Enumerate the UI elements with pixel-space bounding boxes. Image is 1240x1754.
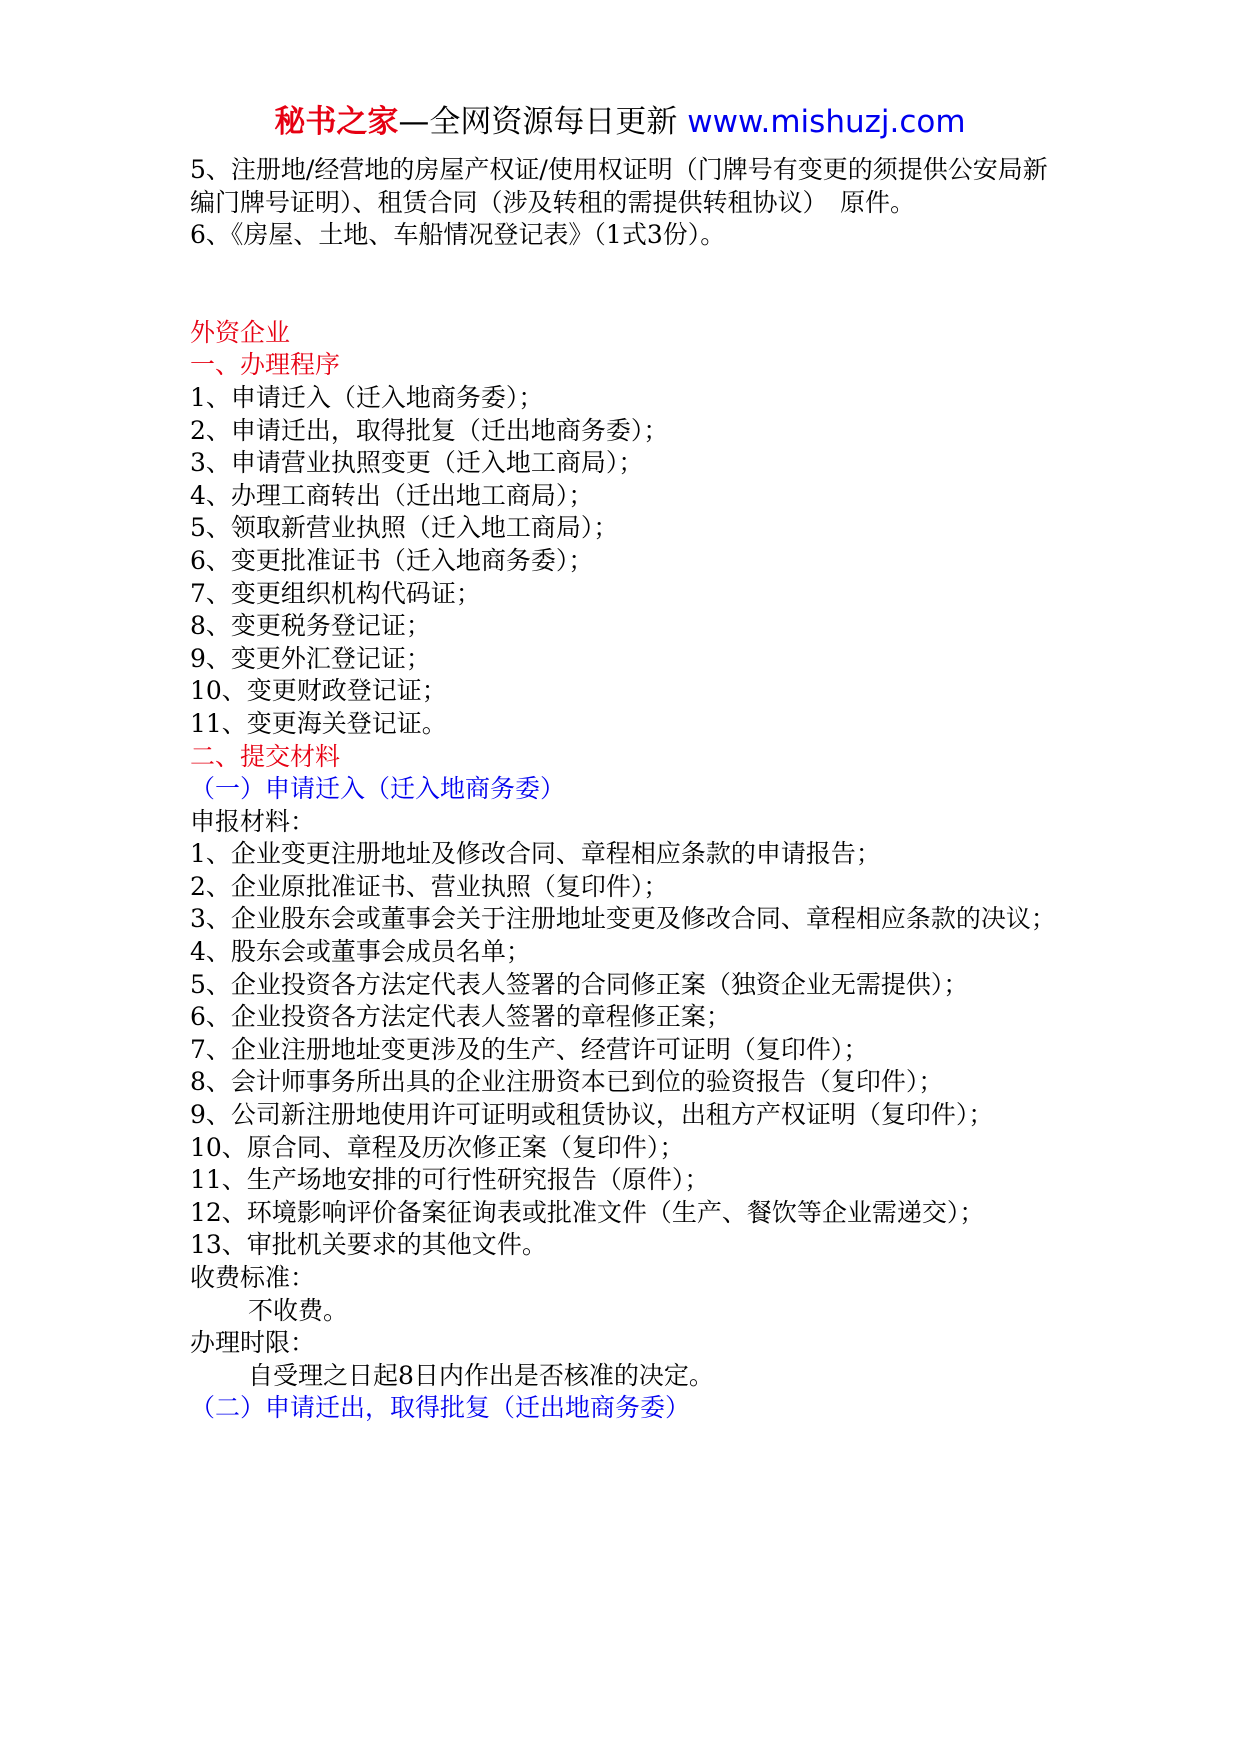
site-url-link[interactable]: www.mishuzj.com bbox=[687, 104, 966, 140]
material-item: 7、企业注册地址变更涉及的生产、经营许可证明（复印件）； bbox=[190, 1034, 869, 1064]
document-body bbox=[190, 154, 1070, 1425]
material-item: 10、原合同、章程及历次修正案（复印件）； bbox=[190, 1132, 685, 1162]
material-item: 3、企业股东会或董事会关于注册地址变更及修改合同、章程相应条款的决议； bbox=[190, 904, 1056, 934]
procedure-step: 6、变更批准证书（迁入地商务委）； bbox=[190, 545, 594, 575]
section-gap bbox=[190, 252, 1070, 317]
material-item: 6、企业投资各方法定代表人签署的章程修正案； bbox=[190, 1002, 731, 1032]
site-brand: 秘书之家 bbox=[274, 104, 399, 140]
material-item: 4、股东会或董事会成员名单； bbox=[190, 937, 531, 967]
procedure-step: 7、变更组织机构代码证； bbox=[190, 578, 481, 608]
procedure-step: 9、变更外汇登记证； bbox=[190, 643, 431, 673]
fee-label: 收费标准： bbox=[190, 1263, 316, 1292]
procedure-step: 1、申请迁入（迁入地商务委）； bbox=[190, 382, 544, 412]
procedure-step: 3、申请营业执照变更（迁入地工商局）； bbox=[190, 448, 644, 478]
material-item: 9、公司新注册地使用许可证明或租赁协议，出租方产权证明（复印件）； bbox=[190, 1100, 994, 1130]
material-item: 5、企业投资各方法定代表人签署的合同修正案（独资企业无需提供）； bbox=[190, 969, 969, 999]
subsection-heading: （一）申请迁入（迁入地商务委） bbox=[190, 774, 566, 804]
material-item: 8、会计师事务所出具的企业注册资本已到位的验资报告（复印件）； bbox=[190, 1067, 944, 1097]
procedure-step: 5、领取新营业执照（迁入地工商局）； bbox=[190, 513, 619, 543]
material-item: 2、企业原批准证书、营业执照（复印件）； bbox=[190, 871, 669, 901]
site-tagline: —全网资源每日更新 bbox=[398, 104, 688, 140]
material-item: 12、环境影响评价备案征询表或批准文件（生产、餐饮等企业需递交）； bbox=[190, 1197, 985, 1227]
procedure-step: 10、变更财政登记证； bbox=[190, 676, 447, 706]
procedure-step: 11、变更海关登记证。 bbox=[190, 708, 447, 738]
material-item: 13、审批机关要求的其他文件。 bbox=[190, 1230, 547, 1260]
list-item: 6、《房屋、土地、车船情况登记表》（1式3份）。 bbox=[190, 220, 726, 250]
subsection-heading: （二）申请迁出，取得批复（迁出地商务委） bbox=[190, 1393, 691, 1423]
time-limit-value: 自受理之日起8日内作出是否核准的决定。 bbox=[248, 1360, 714, 1390]
time-limit-label: 办理时限： bbox=[190, 1328, 316, 1358]
procedure-heading: 一、办理程序 bbox=[190, 350, 341, 380]
materials-list bbox=[190, 838, 1070, 1262]
procedure-step: 4、办理工商转出（迁出地工商局）； bbox=[190, 480, 594, 510]
material-item: 1、企业变更注册地址及修改合同、章程相应条款的申请报告； bbox=[190, 839, 881, 869]
list-item: 5、注册地/经营地的房屋产权证/使用权证明（门牌号有变更的须提供公安局新编门牌号证明）、租赁合同（涉及转租的需提供转租协议） 原件。 bbox=[190, 155, 1048, 217]
section-title: 外资企业 bbox=[190, 317, 291, 347]
procedure-list bbox=[190, 382, 1070, 741]
site-banner bbox=[0, 100, 1240, 144]
materials-label: 申报材料： bbox=[190, 806, 316, 836]
procedure-step: 2、申请迁出，取得批复（迁出地商务委）； bbox=[190, 415, 669, 445]
fee-value: 不收费。 bbox=[248, 1295, 349, 1325]
materials-heading: 二、提交材料 bbox=[190, 741, 341, 771]
procedure-step: 8、变更税务登记证； bbox=[190, 611, 431, 641]
material-item: 11、生产场地安排的可行性研究报告（原件）； bbox=[190, 1165, 710, 1195]
